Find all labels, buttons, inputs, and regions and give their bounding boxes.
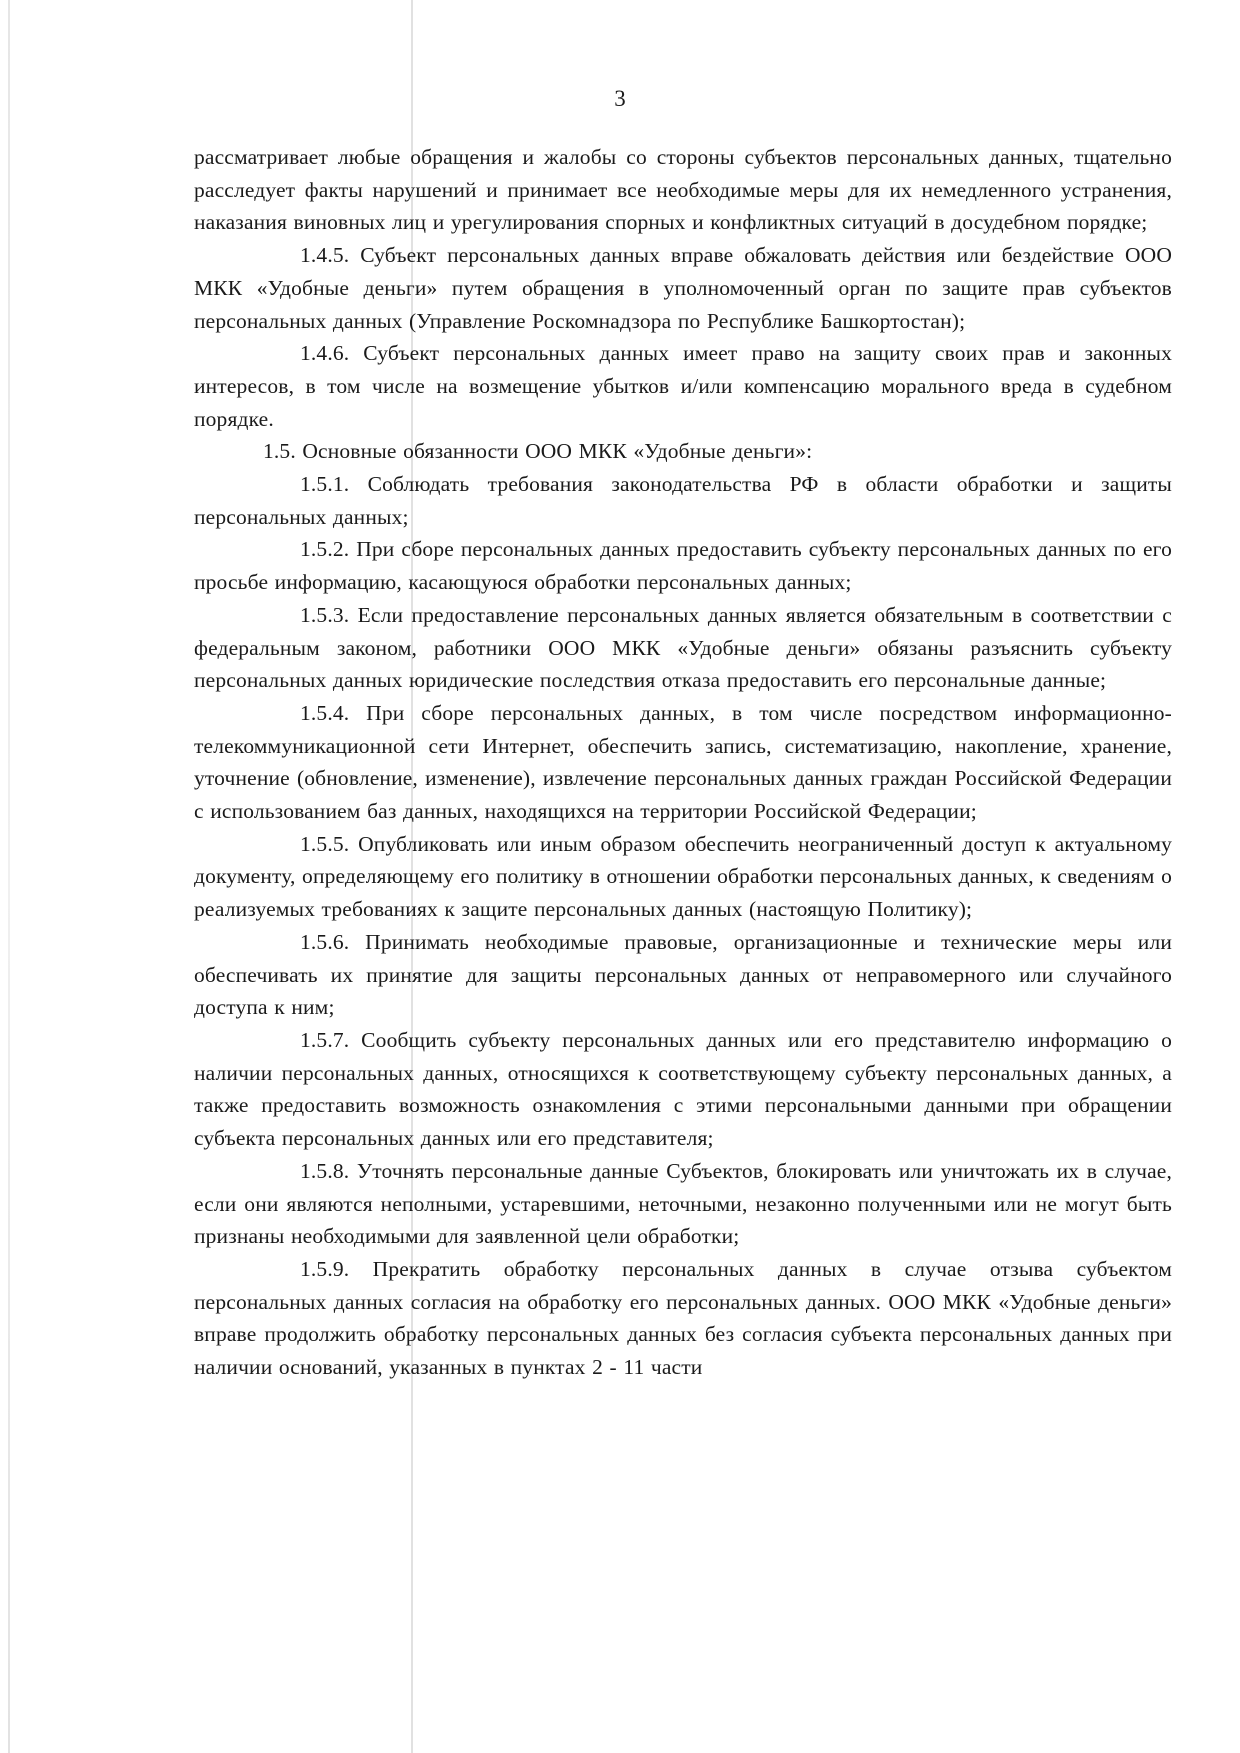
paragraph-1-5-5: 1.5.5. Опубликовать или иным образом обеспечить неограниченный доступ к актуальному документу, определяющему его политику в отношении обработки персональных данных, к сведениям о реализуемых требованиях к защите персональных данных (настоящую Политику); xyxy=(194,831,1172,922)
paragraph-1-4-6: 1.4.6. Субъект персональных данных имеет право на защиту своих прав и законных интересов, в том числе на возмещение убытков и/или компенсацию морального вреда в судебном порядке. xyxy=(194,341,1172,431)
paragraph-1-5-8: 1.5.8. Уточнять персональные данные Субъектов, блокировать или уничтожать их в случае, если они являются неполными, устаревшими, неточными, незаконно полученными или не могут быть признаны необходимыми для заявленной цели обработки; xyxy=(194,1158,1172,1249)
paragraph-1-5-2: 1.5.2. При сборе персональных данных предоставить субъекту персональных данных по его просьбе информацию, касающуюся обработки персональных данных; xyxy=(194,537,1172,595)
paragraph-1-5-7: 1.5.7. Сообщить субъекту персональных данных или его представителю информацию о наличии персональных данных, относящихся к соответствующему субъекту персональных данных, а также предоставить возможность ознакомления с этими персональными данными при обращении субъекта персональных данных или его представителя; xyxy=(194,1027,1172,1151)
document-body xyxy=(194,141,1172,1384)
scan-left-edge xyxy=(8,0,10,1753)
paragraph-continuation: рассматривает любые обращения и жалобы со стороны субъектов персональных данных, тщательно расследует факты нарушений и принимает все необходимые меры для их немедленного устранения, наказания виновных лиц и урегулирования спорных и конфликтных ситуаций в досудебном порядке; xyxy=(194,145,1172,235)
paragraph-1-5-3: 1.5.3. Если предоставление персональных данных является обязательным в соответствии с федеральным законом, работники ООО МКК «Удобные деньги» обязаны разъяснить субъекту персональных данных юридические последствия отказа предоставить его персональные данные; xyxy=(194,602,1172,693)
paragraph-1-4-5: 1.4.5. Субъект персональных данных вправе обжаловать действия или бездействие ООО МКК «Удобные деньги» путем обращения в уполномоченный орган по защите прав субъектов персональных данных (Управление Роскомнадзора по Республике Башкортостан); xyxy=(194,243,1172,333)
paragraph-1-5-6: 1.5.6. Принимать необходимые правовые, организационные и технические меры или обеспечивать их принятие для защиты персональных данных от неправомерного или случайного доступа к ним; xyxy=(194,929,1172,1020)
paragraph-1-5-4: 1.5.4. При сборе персональных данных, в том числе посредством информационно-телекоммуникационной сети Интернет, обеспечить запись, систематизацию, накопление, хранение, уточнение (обновление, изменение), извлечение персональных данных граждан Российской Федерации с использованием баз данных, находящихся на территории Российской Федерации; xyxy=(194,700,1172,824)
paragraph-1-5-1: 1.5.1. Соблюдать требования законодательства РФ в области обработки и защиты персональных данных; xyxy=(194,472,1172,529)
paragraph-1-5-9: 1.5.9. Прекратить обработку персональных данных в случае отзыва субъектом персональных данных согласия на обработку его персональных данных. ООО МКК «Удобные деньги» вправе продолжить обработку персональных данных без согласия субъекта персональных данных при наличии оснований, указанных в пунктах 2 - 11 части xyxy=(194,1256,1172,1380)
paragraph-1-5-heading: 1.5. Основные обязанности ООО МКК «Удобные деньги»: xyxy=(263,439,813,464)
page-number: 3 xyxy=(614,86,626,111)
